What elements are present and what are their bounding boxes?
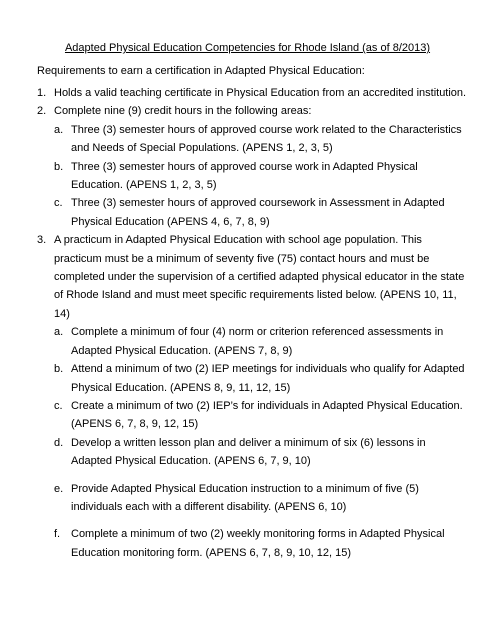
sub-item: [54, 194, 467, 231]
sub-item: [54, 397, 467, 434]
sub-item-letter: c.: [54, 197, 63, 210]
sub-item-text: Attend a minimum of two (2) IEP meetings for individuals who qualify for Adapted Physical Education. (APENS 8, 9, 11, 12, 15): [71, 363, 465, 394]
intro-text: Requirements to earn a certification in Adapted Physical Education:: [37, 65, 365, 77]
sub-item-letter: b.: [54, 363, 64, 376]
item-text: Complete nine (9) credit hours in the following areas:: [54, 105, 312, 118]
sub-item: [54, 121, 467, 158]
sub-item-letter: a.: [54, 123, 64, 136]
sub-item-text: Three (3) semester hours of approved coursework in Assessment in Adapted Physical Education (APENS 4, 6, 7, 8, 9): [71, 197, 445, 228]
sub-item: [54, 525, 467, 562]
item-number: 3.: [37, 234, 47, 247]
sub-item-text: Provide Adapted Physical Education instruction to a minimum of five (5) individuals each with a different disability. (APENS 6, 10): [71, 482, 419, 513]
sub-item-text: Complete a minimum of two (2) weekly monitoring forms in Adapted Physical Education monitoring form. (APENS 6, 7, 8, 9, 10, 12, 15): [71, 528, 445, 559]
sub-item: [54, 480, 467, 517]
page-title: Adapted Physical Education Competencies for Rhode Island (as of 8/2013): [64, 42, 431, 54]
sub-item-letter: d.: [54, 436, 64, 449]
requirement-item-1: [37, 84, 467, 102]
sub-item: [54, 434, 467, 471]
item-number: 1.: [37, 87, 47, 99]
sub-item: [54, 360, 467, 397]
sub-item: [54, 323, 467, 360]
sub-item-text: Three (3) semester hours of approved course work in Adapted Physical Education. (APENS 1, 2, 3, 5): [71, 160, 418, 192]
sub-item-letter: f.: [54, 528, 61, 541]
sub-item-letter: a.: [54, 326, 64, 339]
sub-item-text: Complete a minimum of four (4) norm or criterion referenced assessments in Adapted Physical Education. (APENS 7, 8, 9): [71, 326, 444, 357]
item-text: Holds a valid teaching certificate in Physical Education from an accredited institution.: [54, 87, 467, 99]
sub-item-letter: e.: [54, 482, 64, 495]
requirement-item-2: [37, 102, 467, 231]
sub-item: [54, 158, 467, 195]
sub-item-letter: b.: [54, 160, 64, 173]
sub-item-text: Create a minimum of two (2) IEP’s for individuals in Adapted Physical Education. (APENS 6, 7, 8, 9, 12, 15): [71, 399, 463, 431]
sub-item-text: Three (3) semester hours of approved course work related to the Characteristics and Needs of Special Populations. (APENS 1, 2, 3, 5): [71, 123, 462, 155]
sub-list: [54, 121, 467, 231]
sub-item-text: Develop a written lesson plan and deliver a minimum of six (6) lessons in Adapted Physical Education. (APENS 6, 7, 9, 10): [71, 436, 426, 468]
item-number: 2.: [37, 105, 47, 118]
sub-item-letter: c.: [54, 399, 63, 412]
requirement-item-3: [37, 231, 467, 562]
sub-list: [54, 323, 467, 562]
requirements-list: [37, 84, 467, 562]
item-text: A practicum in Adapted Physical Education with school age population. This practicum must be a minimum of seventy five (75) contact hours and must be completed under the supervision of a certified adapted physical educator in the state of Rhode Island and must meet specific requirements listed below. (APENS 10, 11, 14): [54, 234, 465, 320]
